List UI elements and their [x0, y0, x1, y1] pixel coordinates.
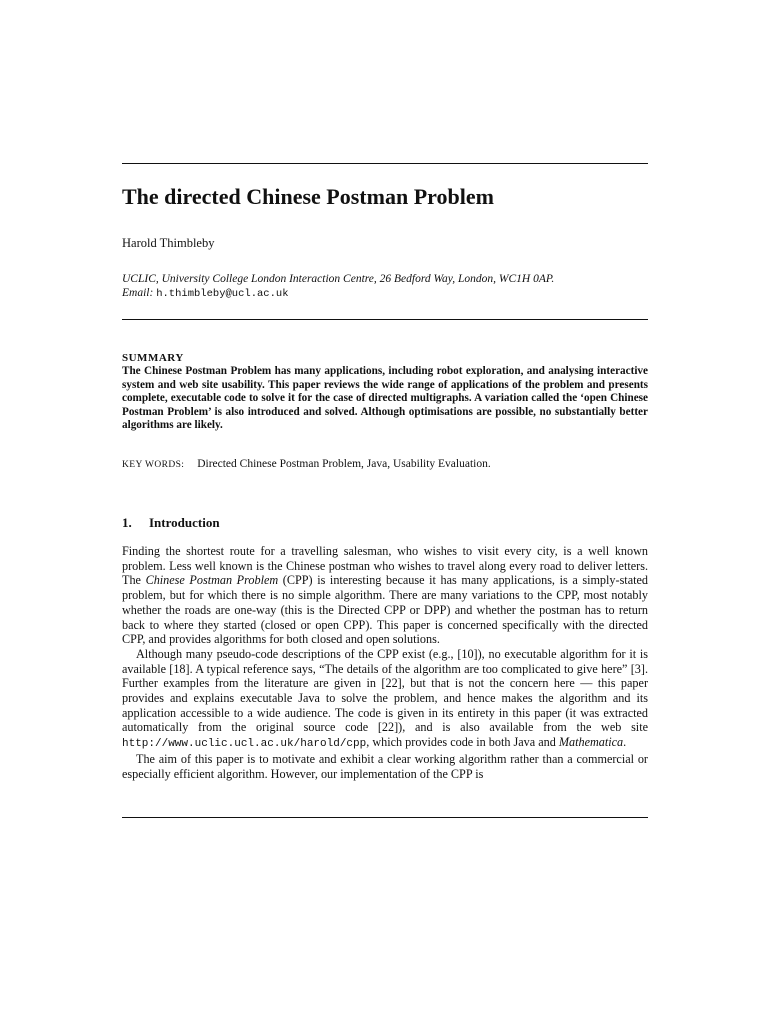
paragraph-3: The aim of this paper is to motivate and exhibit a clear working algorithm rather than a commercial or especially efficient algorithm. However, our implementation of the CPP is — [122, 751, 648, 781]
email-line — [122, 286, 652, 301]
affiliation-block — [122, 272, 652, 301]
paper-title: The directed Chinese Postman Problem — [122, 184, 494, 209]
paragraph-1-text-a: Finding the shortest route for a travelling salesman, who wishes to visit every city, is a well known problem. Less well known is the Chinese postman who wishes to travel along every road to deliver letters. The — [122, 544, 648, 588]
email-label: Email: — [122, 287, 154, 299]
section-number: 1. — [122, 515, 132, 530]
keywords-line — [122, 458, 491, 470]
paragraph-2-emphasis: Mathematica — [558, 735, 624, 750]
footer-rule — [122, 817, 648, 818]
header-bottom-rule — [122, 319, 648, 320]
paragraph-2-text-c: . — [623, 735, 627, 750]
summary-text: The Chinese Postman Problem has many applications, including robot exploration, and analysing interactive system and web site usability. This paper reviews the wide range of applications of the problem and presents complete, executable code to solve it for the case of directed multigraphs. A variation called the ‘open Chinese Postman Problem’ is also introduced and solved. Although optimisations are possible, no substantially better algorithms are likely. — [122, 365, 648, 432]
introduction-body — [122, 544, 648, 781]
email-address[interactable]: h.thimbleby@ucl.ac.uk — [156, 288, 289, 300]
section-title: Introduction — [149, 515, 220, 530]
paragraph-2-text-a: Although many pseudo-code descriptions of the CPP exist (e.g., [10]), no executable algorithm for it is available [18]. A typical reference says, “The details of the algorithm are too complicated to give here” [3]. Further examples from the literature are given in [22], but that is not the concern here — this paper provides and explains executable Java to solve the problem, and hence makes the algorithm and its application accessible to a wide audience. The code is given in its entirety in this paper (it was extracted automatically from the original source code [22]), and is also available from the web site — [122, 646, 648, 735]
keywords-label: KEY WORDS: — [122, 460, 185, 470]
section-heading — [122, 515, 220, 531]
paragraph-1-emphasis: Chinese Postman Problem — [145, 573, 279, 588]
affiliation: UCLIC, University College London Interaction Centre, 26 Bedford Way, London, WC1H 0AP. — [122, 273, 555, 285]
paragraph-2 — [122, 647, 648, 752]
paragraph-1 — [122, 544, 648, 647]
paragraph-1-text-b: (CPP) is interesting because it has many applications, is a simply-stated problem, but for which there is no simple algorithm. There are many variations to the CPP, most notably whether the roads are one-way (this is the Directed CPP or DPP) and whether the postman has to return back to where they started (closed or open CPP). This paper is concerned specifically with the directed CPP, and provides algorithms for both closed and open solutions. — [122, 573, 648, 647]
paragraph-2-text-b: , which provides code in both Java and — [366, 735, 559, 750]
keywords-text: Directed Chinese Postman Problem, Java, Usability Evaluation. — [197, 458, 491, 470]
top-rule — [122, 163, 648, 164]
summary-heading: SUMMARY — [122, 352, 184, 364]
cpp-website-link[interactable]: http://www.uclic.ucl.ac.uk/harold/cpp — [122, 738, 367, 751]
author-name: Harold Thimbleby — [122, 236, 215, 250]
